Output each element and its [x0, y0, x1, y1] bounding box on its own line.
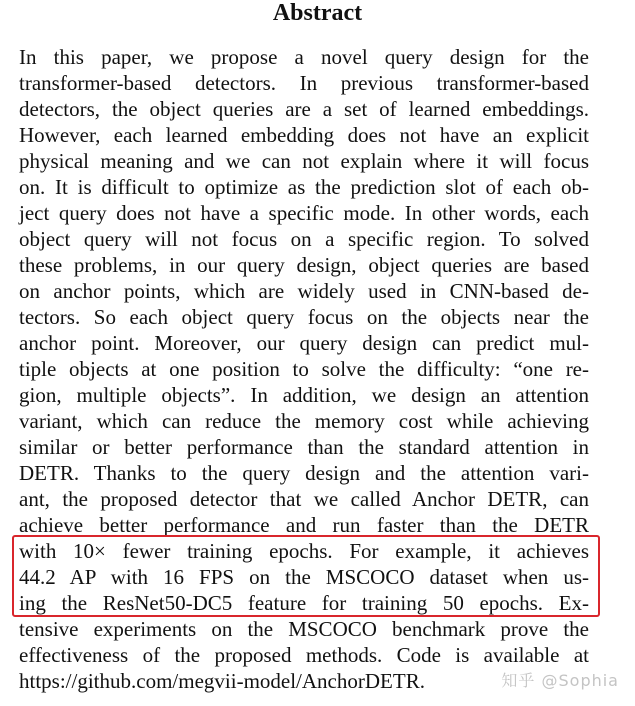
abstract-line: tensive experiments on the MSCOCO benchmark prove the — [19, 617, 589, 641]
abstract-line: However, each learned embedding does not have an explicit — [19, 123, 589, 147]
abstract-line: transformer-based detectors. In previous transformer-based — [19, 71, 589, 95]
abstract-line: tiple objects at one position to solve the difficulty: “one re- — [19, 357, 589, 381]
abstract-line: achieve better performance and run faster than the DETR — [19, 513, 589, 537]
abstract-line-highlighted: with 10× fewer training epochs. For example, it achieves — [19, 539, 589, 563]
abstract-line: effectiveness of the proposed methods. Code is available at — [19, 643, 589, 667]
abstract-line: on. It is difficult to optimize as the prediction slot of each ob- — [19, 175, 589, 199]
abstract-line: ject query does not have a specific mode. In other words, each — [19, 201, 589, 225]
abstract-line: similar or better performance than the standard attention in — [19, 435, 589, 459]
abstract-line-highlighted: 44.2 AP with 16 FPS on the MSCOCO dataset when us- — [19, 565, 589, 589]
watermark-zhihu: 知乎 @Sophia — [501, 671, 619, 690]
abstract-line: gion, multiple objects”. In addition, we design an attention — [19, 383, 589, 407]
abstract-line-highlighted: ing the ResNet50-DC5 feature for training 50 epochs. Ex- — [19, 591, 589, 615]
abstract-line: ant, the proposed detector that we called Anchor DETR, can — [19, 487, 589, 511]
section-title: Abstract — [272, 0, 363, 26]
abstract-line: DETR. Thanks to the query design and the attention vari- — [19, 461, 589, 485]
abstract-line: tectors. So each object query focus on the objects near the — [19, 305, 589, 329]
abstract-line: anchor point. Moreover, our query design can predict mul- — [19, 331, 589, 355]
code-url-line: https://github.com/megvii-model/AnchorDETR. — [19, 669, 425, 693]
abstract-line: variant, which can reduce the memory cost while achieving — [19, 409, 589, 433]
abstract-line: these problems, in our query design, object queries are based — [19, 253, 589, 277]
red-highlight-box — [12, 535, 600, 617]
abstract-line: on anchor points, which are widely used in CNN-based de- — [19, 279, 589, 303]
abstract-line: detectors, the object queries are a set of learned embeddings. — [19, 97, 589, 121]
abstract-line: physical meaning and we can not explain where it will focus — [19, 149, 589, 173]
abstract-line: object query will not focus on a specific region. To solved — [19, 227, 589, 251]
abstract-line: In this paper, we propose a novel query design for the — [19, 45, 589, 69]
